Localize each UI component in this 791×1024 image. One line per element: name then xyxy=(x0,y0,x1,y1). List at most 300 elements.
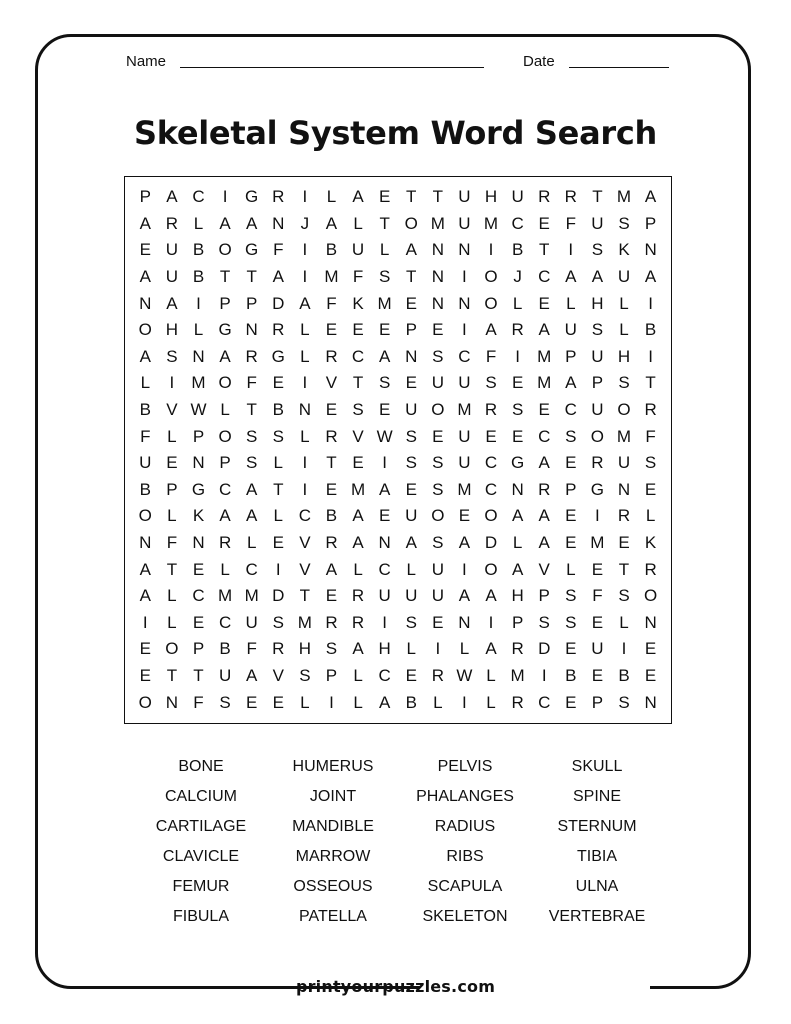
grid-cell[interactable]: W xyxy=(456,665,473,685)
grid-cell[interactable]: L xyxy=(619,320,629,340)
grid-cell[interactable]: E xyxy=(565,533,577,553)
grid-cell[interactable]: A xyxy=(538,453,550,473)
grid-cell[interactable]: S xyxy=(565,586,577,606)
grid-cell[interactable]: T xyxy=(326,453,337,473)
grid-cell[interactable]: P xyxy=(565,479,577,499)
grid-cell[interactable]: S xyxy=(246,426,258,446)
grid-cell[interactable]: A xyxy=(219,213,231,233)
grid-cell[interactable]: S xyxy=(618,586,630,606)
grid-cell[interactable]: U xyxy=(245,612,258,632)
grid-cell[interactable]: H xyxy=(484,187,498,207)
date-field-line[interactable] xyxy=(569,67,669,68)
grid-cell[interactable]: C xyxy=(245,559,258,579)
grid-cell[interactable]: R xyxy=(431,665,444,685)
grid-cell[interactable]: V xyxy=(299,533,311,553)
grid-cell[interactable]: I xyxy=(302,479,308,499)
grid-cell[interactable]: I xyxy=(568,240,574,260)
grid-cell[interactable]: L xyxy=(167,426,177,446)
grid-cell[interactable]: O xyxy=(431,400,445,420)
grid-cell[interactable]: S xyxy=(405,453,417,473)
grid-cell[interactable]: U xyxy=(431,559,444,579)
grid-cell[interactable]: O xyxy=(484,293,498,313)
grid-cell[interactable]: E xyxy=(378,187,391,207)
grid-cell[interactable]: I xyxy=(488,612,494,632)
grid-cell[interactable]: O xyxy=(484,506,498,526)
grid-cell[interactable]: A xyxy=(352,639,364,659)
grid-cell[interactable]: I xyxy=(462,559,467,579)
grid-cell[interactable]: C xyxy=(378,559,391,579)
grid-cell[interactable]: H xyxy=(511,586,524,606)
grid-cell[interactable]: U xyxy=(431,586,444,606)
grid-cell[interactable]: N xyxy=(192,533,205,553)
grid-cell[interactable]: F xyxy=(326,293,337,313)
grid-cell[interactable]: V xyxy=(272,665,284,685)
grid-cell[interactable]: B xyxy=(405,692,417,712)
grid-cell[interactable]: M xyxy=(324,267,339,287)
grid-cell[interactable]: L xyxy=(566,293,576,313)
grid-cell[interactable]: A xyxy=(352,506,364,526)
grid-cell[interactable]: T xyxy=(592,187,603,207)
grid-cell[interactable]: T xyxy=(618,559,630,579)
grid-cell[interactable]: L xyxy=(300,692,310,712)
grid-cell[interactable]: S xyxy=(618,373,630,393)
grid-cell[interactable]: A xyxy=(166,187,178,207)
grid-cell[interactable]: N xyxy=(405,346,418,366)
grid-cell[interactable]: A xyxy=(299,293,311,313)
grid-cell[interactable]: E xyxy=(538,400,550,420)
grid-cell[interactable]: U xyxy=(405,506,418,526)
grid-cell[interactable]: C xyxy=(484,453,498,473)
grid-cell[interactable]: O xyxy=(218,426,232,446)
grid-cell[interactable]: A xyxy=(405,533,417,553)
grid-cell[interactable]: S xyxy=(246,453,258,473)
grid-cell[interactable]: E xyxy=(458,506,471,526)
grid-cell[interactable]: A xyxy=(458,586,471,606)
grid-cell[interactable]: U xyxy=(458,373,471,393)
grid-cell[interactable]: A xyxy=(139,346,151,366)
grid-cell[interactable]: T xyxy=(193,665,204,685)
grid-cell[interactable]: C xyxy=(458,346,471,366)
grid-cell[interactable]: P xyxy=(219,293,231,313)
grid-cell[interactable]: S xyxy=(618,213,630,233)
grid-cell[interactable]: B xyxy=(139,479,151,499)
grid-cell[interactable]: L xyxy=(353,665,363,685)
grid-cell[interactable]: A xyxy=(591,267,604,287)
grid-cell[interactable]: S xyxy=(432,479,444,499)
grid-cell[interactable]: R xyxy=(165,213,179,233)
grid-cell[interactable]: M xyxy=(537,373,552,393)
grid-cell[interactable]: S xyxy=(378,267,391,287)
grid-cell[interactable]: V xyxy=(166,400,178,420)
grid-cell[interactable]: E xyxy=(139,240,151,260)
grid-cell[interactable]: A xyxy=(139,213,151,233)
grid-cell[interactable]: M xyxy=(457,400,472,420)
grid-cell[interactable]: L xyxy=(353,213,363,233)
grid-cell[interactable]: S xyxy=(352,400,364,420)
grid-cell[interactable]: R xyxy=(272,187,285,207)
grid-cell[interactable]: E xyxy=(166,453,178,473)
grid-cell[interactable]: T xyxy=(406,187,417,207)
grid-cell[interactable]: G xyxy=(271,346,285,366)
grid-cell[interactable]: L xyxy=(300,346,310,366)
grid-cell[interactable]: G xyxy=(510,453,525,473)
grid-cell[interactable]: C xyxy=(192,586,205,606)
grid-cell[interactable]: R xyxy=(644,400,657,420)
grid-cell[interactable]: T xyxy=(539,240,550,260)
grid-cell[interactable]: C xyxy=(538,267,551,287)
grid-cell[interactable]: I xyxy=(648,346,653,366)
grid-cell[interactable]: C xyxy=(538,692,551,712)
grid-cell[interactable]: R xyxy=(644,559,657,579)
grid-cell[interactable]: U xyxy=(617,453,631,473)
grid-cell[interactable]: R xyxy=(351,612,365,632)
grid-cell[interactable]: B xyxy=(325,506,338,526)
grid-cell[interactable]: S xyxy=(219,692,231,712)
grid-cell[interactable]: I xyxy=(541,665,547,685)
grid-cell[interactable]: U xyxy=(165,240,179,260)
grid-cell[interactable]: L xyxy=(619,612,629,632)
grid-cell[interactable]: A xyxy=(139,267,151,287)
grid-cell[interactable]: H xyxy=(591,293,604,313)
grid-cell[interactable]: E xyxy=(325,400,338,420)
grid-cell[interactable]: I xyxy=(275,559,281,579)
grid-cell[interactable]: N xyxy=(458,293,471,313)
grid-cell[interactable]: D xyxy=(272,293,285,313)
grid-cell[interactable]: H xyxy=(165,320,179,340)
grid-cell[interactable]: F xyxy=(592,586,603,606)
grid-cell[interactable]: M xyxy=(457,479,472,499)
grid-cell[interactable]: E xyxy=(591,559,604,579)
grid-cell[interactable]: P xyxy=(192,426,205,446)
grid-cell[interactable]: T xyxy=(166,665,178,685)
grid-cell[interactable]: O xyxy=(431,506,445,526)
grid-cell[interactable]: N xyxy=(431,267,444,287)
grid-cell[interactable]: R xyxy=(351,586,365,606)
grid-cell[interactable]: L xyxy=(300,426,310,446)
grid-cell[interactable]: U xyxy=(591,213,604,233)
grid-cell[interactable]: B xyxy=(139,400,151,420)
grid-cell[interactable]: T xyxy=(166,559,178,579)
grid-cell[interactable]: N xyxy=(431,240,444,260)
grid-cell[interactable]: U xyxy=(458,187,471,207)
grid-cell[interactable]: E xyxy=(192,612,205,632)
grid-cell[interactable]: E xyxy=(538,293,550,313)
grid-cell[interactable]: N xyxy=(644,612,657,632)
grid-cell[interactable]: E xyxy=(246,692,258,712)
grid-cell[interactable]: E xyxy=(352,453,364,473)
name-field-line[interactable] xyxy=(180,67,484,68)
grid-cell[interactable]: S xyxy=(432,533,444,553)
grid-cell[interactable]: A xyxy=(538,320,550,340)
grid-cell[interactable]: S xyxy=(618,692,630,712)
grid-cell[interactable]: I xyxy=(382,453,387,473)
grid-cell[interactable]: S xyxy=(591,240,604,260)
grid-cell[interactable]: S xyxy=(432,453,444,473)
grid-cell[interactable]: P xyxy=(405,320,417,340)
grid-cell[interactable]: S xyxy=(378,373,391,393)
grid-cell[interactable]: B xyxy=(618,665,630,685)
grid-cell[interactable]: E xyxy=(405,373,417,393)
grid-cell[interactable]: S xyxy=(299,665,311,685)
grid-cell[interactable]: H xyxy=(298,639,311,659)
grid-cell[interactable]: L xyxy=(167,506,177,526)
grid-cell[interactable]: T xyxy=(645,373,656,393)
grid-cell[interactable]: I xyxy=(462,267,467,287)
grid-cell[interactable]: T xyxy=(299,586,311,606)
grid-cell[interactable]: O xyxy=(404,213,418,233)
grid-cell[interactable]: F xyxy=(246,373,257,393)
grid-cell[interactable]: N xyxy=(644,692,657,712)
grid-cell[interactable]: W xyxy=(376,426,393,446)
grid-cell[interactable]: E xyxy=(272,692,284,712)
grid-cell[interactable]: A xyxy=(405,240,417,260)
grid-cell[interactable]: N xyxy=(139,293,152,313)
grid-cell[interactable]: L xyxy=(353,559,363,579)
grid-cell[interactable]: P xyxy=(644,213,657,233)
grid-cell[interactable]: U xyxy=(405,586,418,606)
grid-cell[interactable]: I xyxy=(142,612,148,632)
grid-cell[interactable]: A xyxy=(538,533,550,553)
grid-cell[interactable]: R xyxy=(325,426,338,446)
grid-cell[interactable]: F xyxy=(166,533,178,553)
grid-cell[interactable]: N xyxy=(165,692,179,712)
grid-cell[interactable]: L xyxy=(645,506,656,526)
grid-cell[interactable]: L xyxy=(406,639,416,659)
grid-cell[interactable]: A xyxy=(458,533,471,553)
grid-cell[interactable]: A xyxy=(378,346,391,366)
grid-cell[interactable]: N xyxy=(644,240,657,260)
grid-cell[interactable]: S xyxy=(405,426,417,446)
grid-cell[interactable]: L xyxy=(193,213,204,233)
grid-cell[interactable]: R xyxy=(591,453,604,473)
grid-cell[interactable]: U xyxy=(591,639,604,659)
grid-cell[interactable]: M xyxy=(616,426,632,446)
grid-cell[interactable]: N xyxy=(378,533,391,553)
grid-cell[interactable]: E xyxy=(644,479,657,499)
grid-cell[interactable]: R xyxy=(218,533,232,553)
grid-cell[interactable]: V xyxy=(352,426,364,446)
grid-cell[interactable]: C xyxy=(378,665,391,685)
grid-cell[interactable]: R xyxy=(511,639,524,659)
grid-cell[interactable]: J xyxy=(300,213,310,233)
grid-cell[interactable]: E xyxy=(644,639,657,659)
grid-cell[interactable]: M xyxy=(537,346,552,366)
grid-cell[interactable]: C xyxy=(192,187,205,207)
grid-cell[interactable]: B xyxy=(325,240,338,260)
grid-cell[interactable]: L xyxy=(459,639,470,659)
grid-cell[interactable]: O xyxy=(138,506,152,526)
grid-cell[interactable]: E xyxy=(591,665,604,685)
grid-cell[interactable]: L xyxy=(273,506,283,526)
grid-cell[interactable]: E xyxy=(272,533,284,553)
grid-cell[interactable]: A xyxy=(565,373,577,393)
grid-cell[interactable]: D xyxy=(538,639,551,659)
grid-cell[interactable]: B xyxy=(192,240,205,260)
grid-cell[interactable]: R xyxy=(272,639,285,659)
grid-cell[interactable]: L xyxy=(619,293,629,313)
grid-cell[interactable]: F xyxy=(246,639,257,659)
grid-cell[interactable]: S xyxy=(432,346,444,366)
grid-cell[interactable]: N xyxy=(192,453,205,473)
grid-cell[interactable]: E xyxy=(325,479,338,499)
grid-cell[interactable]: E xyxy=(325,320,338,340)
grid-cell[interactable]: L xyxy=(406,559,416,579)
grid-cell[interactable]: R xyxy=(511,692,524,712)
grid-cell[interactable]: S xyxy=(485,373,497,393)
grid-cell[interactable]: S xyxy=(325,639,338,659)
grid-cell[interactable]: N xyxy=(431,293,444,313)
grid-cell[interactable]: N xyxy=(458,612,471,632)
grid-cell[interactable]: B xyxy=(565,665,577,685)
grid-cell[interactable]: L xyxy=(167,586,177,606)
grid-cell[interactable]: E xyxy=(352,320,364,340)
grid-cell[interactable]: U xyxy=(378,586,391,606)
grid-cell[interactable]: B xyxy=(192,267,205,287)
grid-cell[interactable]: I xyxy=(462,692,467,712)
grid-cell[interactable]: N xyxy=(139,533,152,553)
grid-cell[interactable]: V xyxy=(538,559,550,579)
grid-cell[interactable]: N xyxy=(245,320,258,340)
grid-cell[interactable]: A xyxy=(219,346,231,366)
grid-cell[interactable]: S xyxy=(511,400,524,420)
grid-cell[interactable]: R xyxy=(538,187,551,207)
grid-cell[interactable]: A xyxy=(511,559,524,579)
grid-cell[interactable]: R xyxy=(272,320,285,340)
grid-cell[interactable]: M xyxy=(430,213,445,233)
grid-cell[interactable]: A xyxy=(485,586,497,606)
grid-cell[interactable]: G xyxy=(245,240,259,260)
grid-cell[interactable]: P xyxy=(219,453,231,473)
grid-cell[interactable]: P xyxy=(139,187,151,207)
grid-cell[interactable]: E xyxy=(192,559,205,579)
grid-cell[interactable]: U xyxy=(458,426,471,446)
grid-cell[interactable]: M xyxy=(350,479,366,499)
grid-cell[interactable]: U xyxy=(591,400,604,420)
grid-cell[interactable]: N xyxy=(617,479,631,499)
grid-cell[interactable]: L xyxy=(512,533,523,553)
grid-cell[interactable]: U xyxy=(458,213,471,233)
grid-cell[interactable]: O xyxy=(138,692,152,712)
grid-cell[interactable]: T xyxy=(379,213,390,233)
grid-cell[interactable]: R xyxy=(617,506,631,526)
grid-cell[interactable]: E xyxy=(405,293,417,313)
grid-cell[interactable]: M xyxy=(590,533,605,553)
grid-cell[interactable]: E xyxy=(272,373,284,393)
grid-cell[interactable]: A xyxy=(378,479,391,499)
grid-cell[interactable]: I xyxy=(302,187,308,207)
grid-cell[interactable]: E xyxy=(511,426,524,446)
grid-cell[interactable]: S xyxy=(272,426,284,446)
grid-cell[interactable]: B xyxy=(511,240,524,260)
grid-cell[interactable]: L xyxy=(140,373,151,393)
grid-cell[interactable]: L xyxy=(486,692,496,712)
grid-cell[interactable]: S xyxy=(538,612,550,632)
grid-cell[interactable]: B xyxy=(272,400,284,420)
grid-cell[interactable]: H xyxy=(378,639,391,659)
grid-cell[interactable]: I xyxy=(302,373,308,393)
grid-cell[interactable]: J xyxy=(513,267,522,287)
grid-cell[interactable]: U xyxy=(431,373,444,393)
grid-cell[interactable]: S xyxy=(565,426,577,446)
grid-cell[interactable]: K xyxy=(192,506,205,526)
grid-cell[interactable]: R xyxy=(325,612,338,632)
grid-cell[interactable]: U xyxy=(564,320,577,340)
grid-cell[interactable]: L xyxy=(379,240,390,260)
grid-cell[interactable]: T xyxy=(246,267,257,287)
grid-cell[interactable]: C xyxy=(484,479,498,499)
grid-cell[interactable]: U xyxy=(405,400,418,420)
grid-cell[interactable]: E xyxy=(139,665,151,685)
grid-cell[interactable]: L xyxy=(353,692,363,712)
grid-cell[interactable]: O xyxy=(218,373,232,393)
grid-cell[interactable]: E xyxy=(511,373,524,393)
grid-cell[interactable]: R xyxy=(564,187,577,207)
grid-cell[interactable]: G xyxy=(218,320,232,340)
grid-cell[interactable]: G xyxy=(191,479,206,499)
grid-cell[interactable]: U xyxy=(458,453,471,473)
grid-cell[interactable]: I xyxy=(595,506,600,526)
grid-cell[interactable]: L xyxy=(512,293,523,313)
grid-cell[interactable]: E xyxy=(378,400,391,420)
grid-cell[interactable]: I xyxy=(329,692,334,712)
grid-cell[interactable]: F xyxy=(485,346,497,366)
grid-cell[interactable]: B xyxy=(219,639,231,659)
grid-cell[interactable]: C xyxy=(218,479,232,499)
grid-cell[interactable]: A xyxy=(246,213,258,233)
grid-cell[interactable]: T xyxy=(406,267,417,287)
grid-cell[interactable]: I xyxy=(302,453,308,473)
grid-cell[interactable]: E xyxy=(485,426,497,446)
grid-cell[interactable]: E xyxy=(139,639,151,659)
grid-cell[interactable]: L xyxy=(167,612,177,632)
grid-cell[interactable]: F xyxy=(273,240,284,260)
grid-cell[interactable]: U xyxy=(351,240,365,260)
grid-cell[interactable]: M xyxy=(616,187,632,207)
grid-cell[interactable]: B xyxy=(644,320,657,340)
grid-cell[interactable]: V xyxy=(325,373,338,393)
grid-cell[interactable]: S xyxy=(272,612,284,632)
grid-cell[interactable]: U xyxy=(165,267,179,287)
grid-cell[interactable]: E xyxy=(378,506,391,526)
grid-cell[interactable]: E xyxy=(378,320,391,340)
grid-cell[interactable]: D xyxy=(272,586,285,606)
grid-cell[interactable]: N xyxy=(272,213,285,233)
grid-cell[interactable]: C xyxy=(351,346,365,366)
grid-cell[interactable]: E xyxy=(405,479,417,499)
grid-cell[interactable]: D xyxy=(484,533,498,553)
grid-cell[interactable]: F xyxy=(645,426,656,446)
grid-cell[interactable]: T xyxy=(246,400,257,420)
grid-cell[interactable]: H xyxy=(617,346,631,366)
grid-cell[interactable]: S xyxy=(565,612,577,632)
grid-cell[interactable]: L xyxy=(273,453,283,473)
grid-cell[interactable]: I xyxy=(382,612,387,632)
grid-cell[interactable]: M xyxy=(510,665,525,685)
grid-cell[interactable]: R xyxy=(245,346,258,366)
grid-cell[interactable]: O xyxy=(643,586,658,606)
grid-cell[interactable]: E xyxy=(565,692,577,712)
grid-cell[interactable]: T xyxy=(352,373,364,393)
grid-cell[interactable]: M xyxy=(483,213,499,233)
grid-cell[interactable]: M xyxy=(191,373,206,393)
grid-cell[interactable]: U xyxy=(591,346,604,366)
grid-cell[interactable]: G xyxy=(245,187,259,207)
grid-cell[interactable]: N xyxy=(458,240,471,260)
grid-cell[interactable]: T xyxy=(219,267,231,287)
grid-cell[interactable]: A xyxy=(352,533,364,553)
grid-cell[interactable]: A xyxy=(246,506,258,526)
grid-cell[interactable]: R xyxy=(511,320,524,340)
